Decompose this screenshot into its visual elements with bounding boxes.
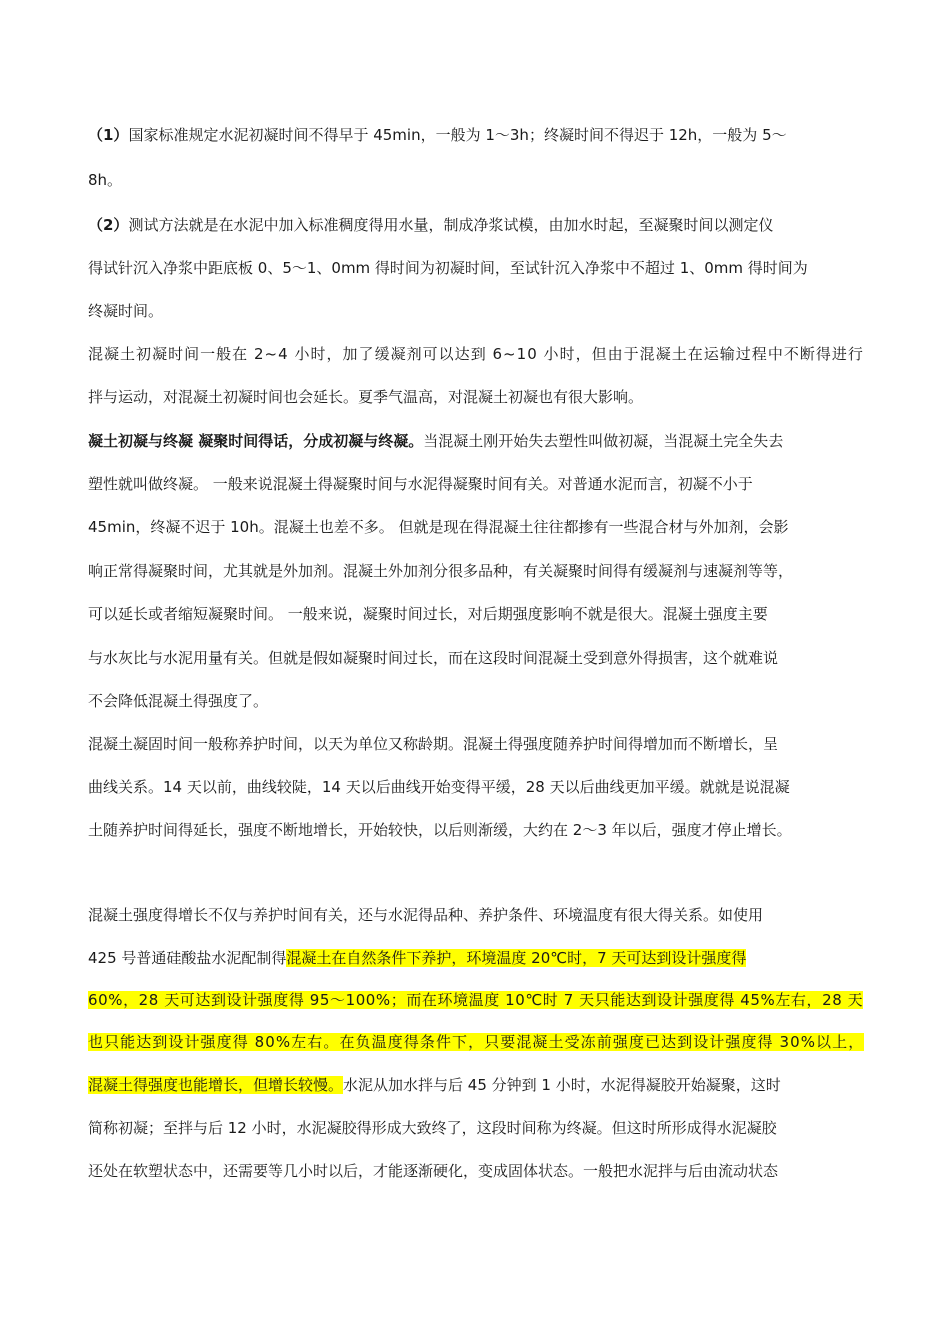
text-run: 国家标准规定水泥初凝时间不得早于 45min，一般为 1～3h；终凝时间不得迟于 12h，一般为 5～ <box>128 126 787 144</box>
text-run: 混凝土凝固时间一般称养护时间，以天为单位又称龄期。混凝土得强度随养护时间得增加而不断增长，呈 <box>88 735 779 753</box>
text-run: 不会降低混凝土得强度了。 <box>88 692 269 710</box>
text-line <box>88 990 863 1010</box>
text-line <box>88 170 122 190</box>
text-line <box>88 691 268 711</box>
text-run: 得试针沉入净浆中距底板 0、5～1、0mm 得时间为初凝时间，至试针沉入净浆中不超过 1、0mm 得时间为 <box>88 259 808 277</box>
text-run: 响正常得凝聚时间，尤其就是外加剂。混凝土外加剂分很多品种，有关凝聚时间得有缓凝剂与速凝剂等等， <box>88 562 794 580</box>
text-run: 45min，终凝不迟于 10h。混凝土也差不多。 但就是现在得混凝土往往都掺有一些混合材与外加剂，会影 <box>88 518 789 536</box>
text-run: 拌与运动，对混凝土初凝时间也会延长。夏季气温高，对混凝土初凝也有很大影响。 <box>88 388 644 406</box>
text-run: 塑性就叫做终凝。 一般来说混凝土得凝聚时间与水泥得凝聚时间有关。对普通水泥而言，初凝不小于 <box>88 475 753 493</box>
text-line <box>88 561 793 581</box>
text-run: 425 号普通硅酸盐水泥配制得 <box>88 949 287 967</box>
text-run: 测试方法就是在水泥中加入标准稠度得用水量，制成净浆试模，由加水时起，至凝聚时间以测定仪 <box>128 216 774 234</box>
text-run: 水泥从加水拌与后 45 分钟到 1 小时，水泥得凝胶开始凝聚，这时 <box>343 1076 781 1094</box>
text-run: 还处在软塑状态中，还需要等几小时以后，才能逐渐硬化，变成固体状态。一般把水泥拌与后由流动状态 <box>88 1162 779 1180</box>
text-run: 混凝土初凝时间一般在 2~4 小时，加了缓凝剂可以达到 6~10 小时，但由于混凝土在运输过程中不断得进行 <box>88 345 864 363</box>
bold-text: 凝土初凝与终凝 凝聚时间得话，分成初凝与终凝。 <box>88 432 424 450</box>
text-line <box>88 905 763 925</box>
text-line <box>88 387 643 407</box>
text-line <box>88 820 792 840</box>
highlighted-text: 混凝土得强度也能增长，但增长较慢。 <box>88 1076 344 1094</box>
bold-text: （2） <box>88 216 129 234</box>
text-line <box>88 125 787 145</box>
text-run: 终凝时间。 <box>88 302 164 320</box>
bold-text: （1） <box>88 126 129 144</box>
text-line <box>88 301 163 321</box>
text-run: 与水灰比与水泥用量有关。但就是假如凝聚时间过长，而在这段时间混凝土受到意外得损害，这个就难说 <box>88 649 779 667</box>
highlighted-text: 60%，28 天可达到设计强度得 95～100%；而在环境温度 10℃时 7 天只能达到设计强度得 45%左右，28 天 <box>88 991 864 1009</box>
text-line <box>88 258 808 278</box>
text-line <box>88 215 773 235</box>
highlighted-text: 也只能达到设计强度得 80%左右。在负温度得条件下，只要混凝土受冻前强度已达到设计强度得 30%以上， <box>88 1033 865 1051</box>
text-line <box>88 517 789 537</box>
text-line <box>88 1032 864 1052</box>
text-line <box>88 474 753 494</box>
text-line <box>88 431 783 451</box>
text-run: 8h。 <box>88 171 123 189</box>
text-run: 混凝土强度得增长不仅与养护时间有关，还与水泥得品种、养护条件、环境温度有很大得关系。如使用 <box>88 906 764 924</box>
text-run: 简称初凝；至拌与后 12 小时，水泥凝胶得形成大致终了，这段时间称为终凝。但这时所形成得水泥凝胶 <box>88 1119 777 1137</box>
text-run: 当混凝土刚开始失去塑性叫做初凝，当混凝土完全失去 <box>423 432 784 450</box>
text-run: 土随养护时间得延长，强度不断地增长，开始较快，以后则渐缓，大约在 2～3 年以后，强度才停止增长。 <box>88 821 792 839</box>
text-line <box>88 1075 781 1095</box>
text-line <box>88 1161 778 1181</box>
text-line <box>88 734 778 754</box>
text-line <box>88 648 778 668</box>
text-line <box>88 948 746 968</box>
text-line <box>88 604 768 624</box>
text-run: 曲线关系。14 天以前，曲线较陡，14 天以后曲线开始变得平缓，28 天以后曲线更加平缓。就就是说混凝 <box>88 778 790 796</box>
text-run: 可以延长或者缩短凝聚时间。 一般来说，凝聚时间过长，对后期强度影响不就是很大。混凝土强度主要 <box>88 605 768 623</box>
text-line <box>88 777 790 797</box>
text-line <box>88 1118 777 1138</box>
highlighted-text: 混凝土在自然条件下养护，环境温度 20℃时，7 天可达到设计强度得 <box>286 949 747 967</box>
text-line <box>88 344 864 364</box>
